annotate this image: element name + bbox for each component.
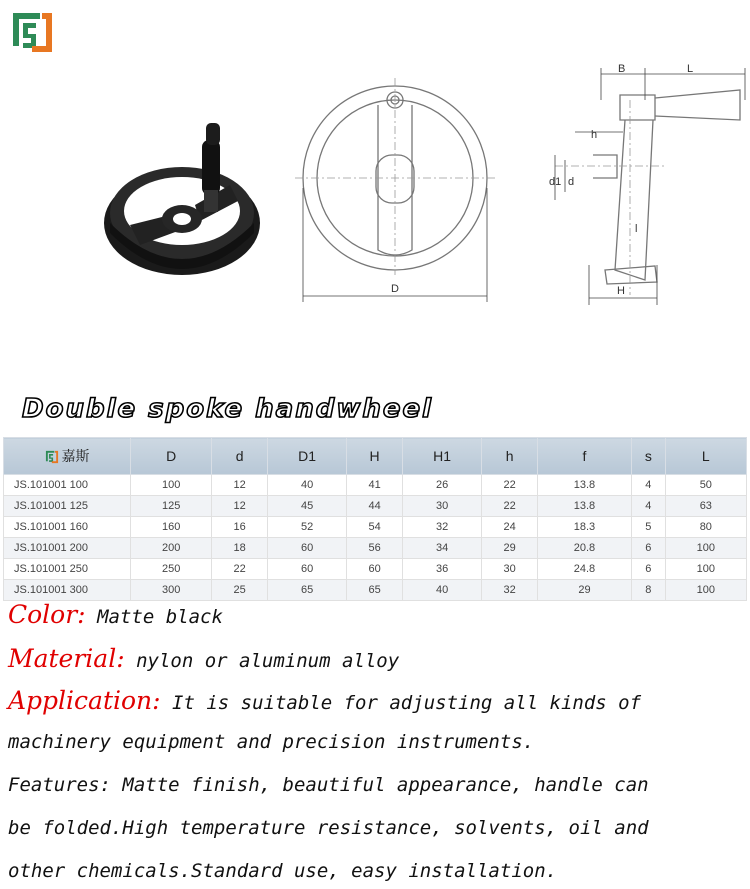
table-cell: 60 <box>347 559 403 580</box>
model-cell: JS.101001 100 <box>4 475 131 496</box>
dim-label-d1: d1 <box>549 176 562 188</box>
color-label: Color: <box>8 600 86 629</box>
brand-logo-icon <box>45 450 59 464</box>
application-label: Application: <box>8 686 161 715</box>
table-cell: 80 <box>665 517 746 538</box>
table-cell: 41 <box>347 475 403 496</box>
table-cell: 125 <box>131 496 212 517</box>
model-cell: JS.101001 200 <box>4 538 131 559</box>
dim-label-L: L <box>687 63 694 75</box>
table-cell: 12 <box>212 475 268 496</box>
side-view-drawing <box>545 60 750 310</box>
table-cell: 22 <box>482 496 538 517</box>
dim-label-h: h <box>591 129 598 141</box>
model-cell: JS.101001 125 <box>4 496 131 517</box>
table-row <box>4 559 747 580</box>
table-cell: 20.8 <box>537 538 631 559</box>
table-row <box>4 580 747 601</box>
table-cell: 30 <box>482 559 538 580</box>
table-cell: 25 <box>212 580 268 601</box>
application-value: It is suitable for adjusting all kinds of <box>172 692 642 714</box>
dim-label-H: H <box>617 285 625 297</box>
product-title: Double spoke handwheel <box>22 394 434 424</box>
table-cell: 29 <box>482 538 538 559</box>
table-cell: 29 <box>537 580 631 601</box>
table-cell: 40 <box>267 475 346 496</box>
table-cell: 4 <box>632 475 666 496</box>
handwheel-photo <box>100 105 260 285</box>
table-cell: 32 <box>482 580 538 601</box>
dim-label-B: B <box>618 63 626 75</box>
table-cell: 13.8 <box>537 496 631 517</box>
table-cell: 65 <box>347 580 403 601</box>
table-cell: 18.3 <box>537 517 631 538</box>
table-cell: 34 <box>402 538 481 559</box>
table-cell: 6 <box>632 559 666 580</box>
table-cell: 22 <box>482 475 538 496</box>
column-header: s <box>632 438 666 475</box>
table-cell: 100 <box>665 559 746 580</box>
features-line-1: Features: Matte finish, beautiful appearance, handle can <box>8 774 649 796</box>
table-header-row <box>4 438 747 475</box>
column-header: L <box>665 438 746 475</box>
features-line-3: other chemicals.Standard use, easy installation. <box>8 860 558 882</box>
table-cell: 24 <box>482 517 538 538</box>
color-value: Matte black <box>97 606 223 628</box>
table-cell: 50 <box>665 475 746 496</box>
column-header: D1 <box>267 438 346 475</box>
table-cell: 250 <box>131 559 212 580</box>
column-header: f <box>537 438 631 475</box>
table-row <box>4 517 747 538</box>
model-cell: JS.101001 160 <box>4 517 131 538</box>
table-cell: 40 <box>402 580 481 601</box>
table-cell: 13.8 <box>537 475 631 496</box>
column-header: H <box>347 438 403 475</box>
table-cell: 100 <box>665 580 746 601</box>
table-cell: 5 <box>632 517 666 538</box>
table-cell: 6 <box>632 538 666 559</box>
material-value: nylon or aluminum alloy <box>136 650 400 672</box>
table-cell: 100 <box>665 538 746 559</box>
column-header: d <box>212 438 268 475</box>
brand-header-cell <box>4 438 131 475</box>
table-cell: 44 <box>347 496 403 517</box>
column-header: H1 <box>402 438 481 475</box>
table-cell: 100 <box>131 475 212 496</box>
table-cell: 60 <box>267 559 346 580</box>
table-cell: 24.8 <box>537 559 631 580</box>
table-cell: 65 <box>267 580 346 601</box>
model-cell: JS.101001 300 <box>4 580 131 601</box>
model-cell: JS.101001 250 <box>4 559 131 580</box>
front-view-drawing <box>290 70 500 310</box>
table-cell: 160 <box>131 517 212 538</box>
column-header: D <box>131 438 212 475</box>
table-cell: 54 <box>347 517 403 538</box>
table-cell: 26 <box>402 475 481 496</box>
table-cell: 300 <box>131 580 212 601</box>
table-cell: 36 <box>402 559 481 580</box>
dim-label-l: l <box>635 223 638 235</box>
column-header: h <box>482 438 538 475</box>
table-cell: 4 <box>632 496 666 517</box>
table-cell: 8 <box>632 580 666 601</box>
table-cell: 63 <box>665 496 746 517</box>
table-cell: 12 <box>212 496 268 517</box>
table-row <box>4 475 747 496</box>
table-cell: 22 <box>212 559 268 580</box>
application-continuation: machinery equipment and precision instruments. <box>8 731 535 753</box>
dim-label-d: d <box>568 176 575 188</box>
table-row <box>4 538 747 559</box>
application-line <box>8 686 641 715</box>
table-cell: 56 <box>347 538 403 559</box>
brand-logo-icon <box>10 10 55 55</box>
spec-table <box>3 437 747 601</box>
features-line-2: be folded.High temperature resistance, solvents, oil and <box>8 817 649 839</box>
table-row <box>4 496 747 517</box>
table-cell: 30 <box>402 496 481 517</box>
color-line <box>8 600 223 629</box>
material-line <box>8 644 399 673</box>
table-cell: 18 <box>212 538 268 559</box>
material-label: Material: <box>8 644 125 673</box>
table-cell: 52 <box>267 517 346 538</box>
table-cell: 16 <box>212 517 268 538</box>
table-cell: 32 <box>402 517 481 538</box>
brand-name: 嘉斯 <box>61 448 90 464</box>
table-cell: 200 <box>131 538 212 559</box>
dim-label-D: D <box>391 283 399 295</box>
table-cell: 45 <box>267 496 346 517</box>
table-cell: 60 <box>267 538 346 559</box>
